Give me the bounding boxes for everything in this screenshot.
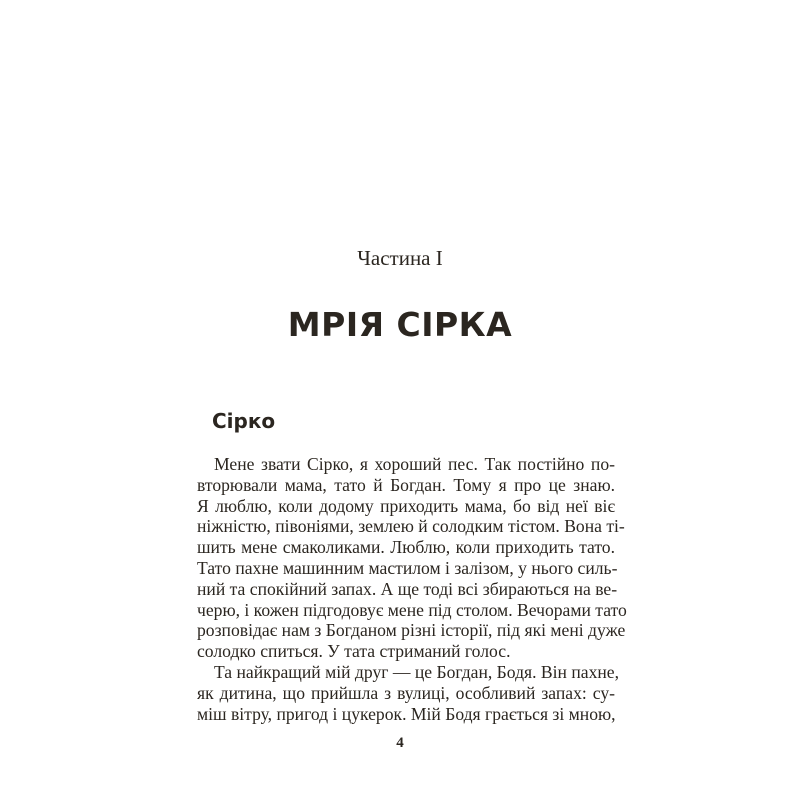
text-line: шить мене смаколиками. Люблю, коли приходить тато. (197, 537, 615, 558)
chapter-title: МРІЯ СІРКА (287, 305, 513, 344)
text-line: Та найкращий мій друг — це Богдан, Бодя. Він пахне, (214, 661, 619, 682)
page-number: 4 (396, 735, 404, 751)
text-line: ніжністю, півоніями, землею й солодким тістом. Вона ті- (197, 516, 625, 537)
text-line: черю, і кожен підгодовує мене під столом. Вечорами тато (197, 599, 627, 620)
text-line: Мене звати Сірко, я хороший пес. Так постійно по- (214, 454, 615, 474)
text-line: Я люблю, коли додому приходить мама, бо від неї віє (197, 495, 615, 516)
body-text (197, 454, 627, 724)
text-line: як дитина, що прийшла з вулиці, особливий запах: су- (197, 682, 615, 703)
text-line: ний та спокійний запах. А ще тоді всі збираються на ве- (197, 578, 618, 599)
text-line: розповідає нам з Богданом різні історії, під які мені дуже (197, 620, 626, 641)
part-label: Частина I (357, 246, 443, 270)
text-line: солодко спиться. У тата стриманий голос. (197, 641, 511, 662)
text-line: вторювали мама, тато й Богдан. Тому я про це знаю. (197, 474, 615, 495)
text-line: Тато пахне машинним мастилом і залізом, у нього силь- (197, 557, 618, 578)
text-line: міш вітру, пригод і цукерок. Мій Бодя грається зі мною, (197, 703, 616, 724)
section-title: Сірко (212, 409, 276, 433)
